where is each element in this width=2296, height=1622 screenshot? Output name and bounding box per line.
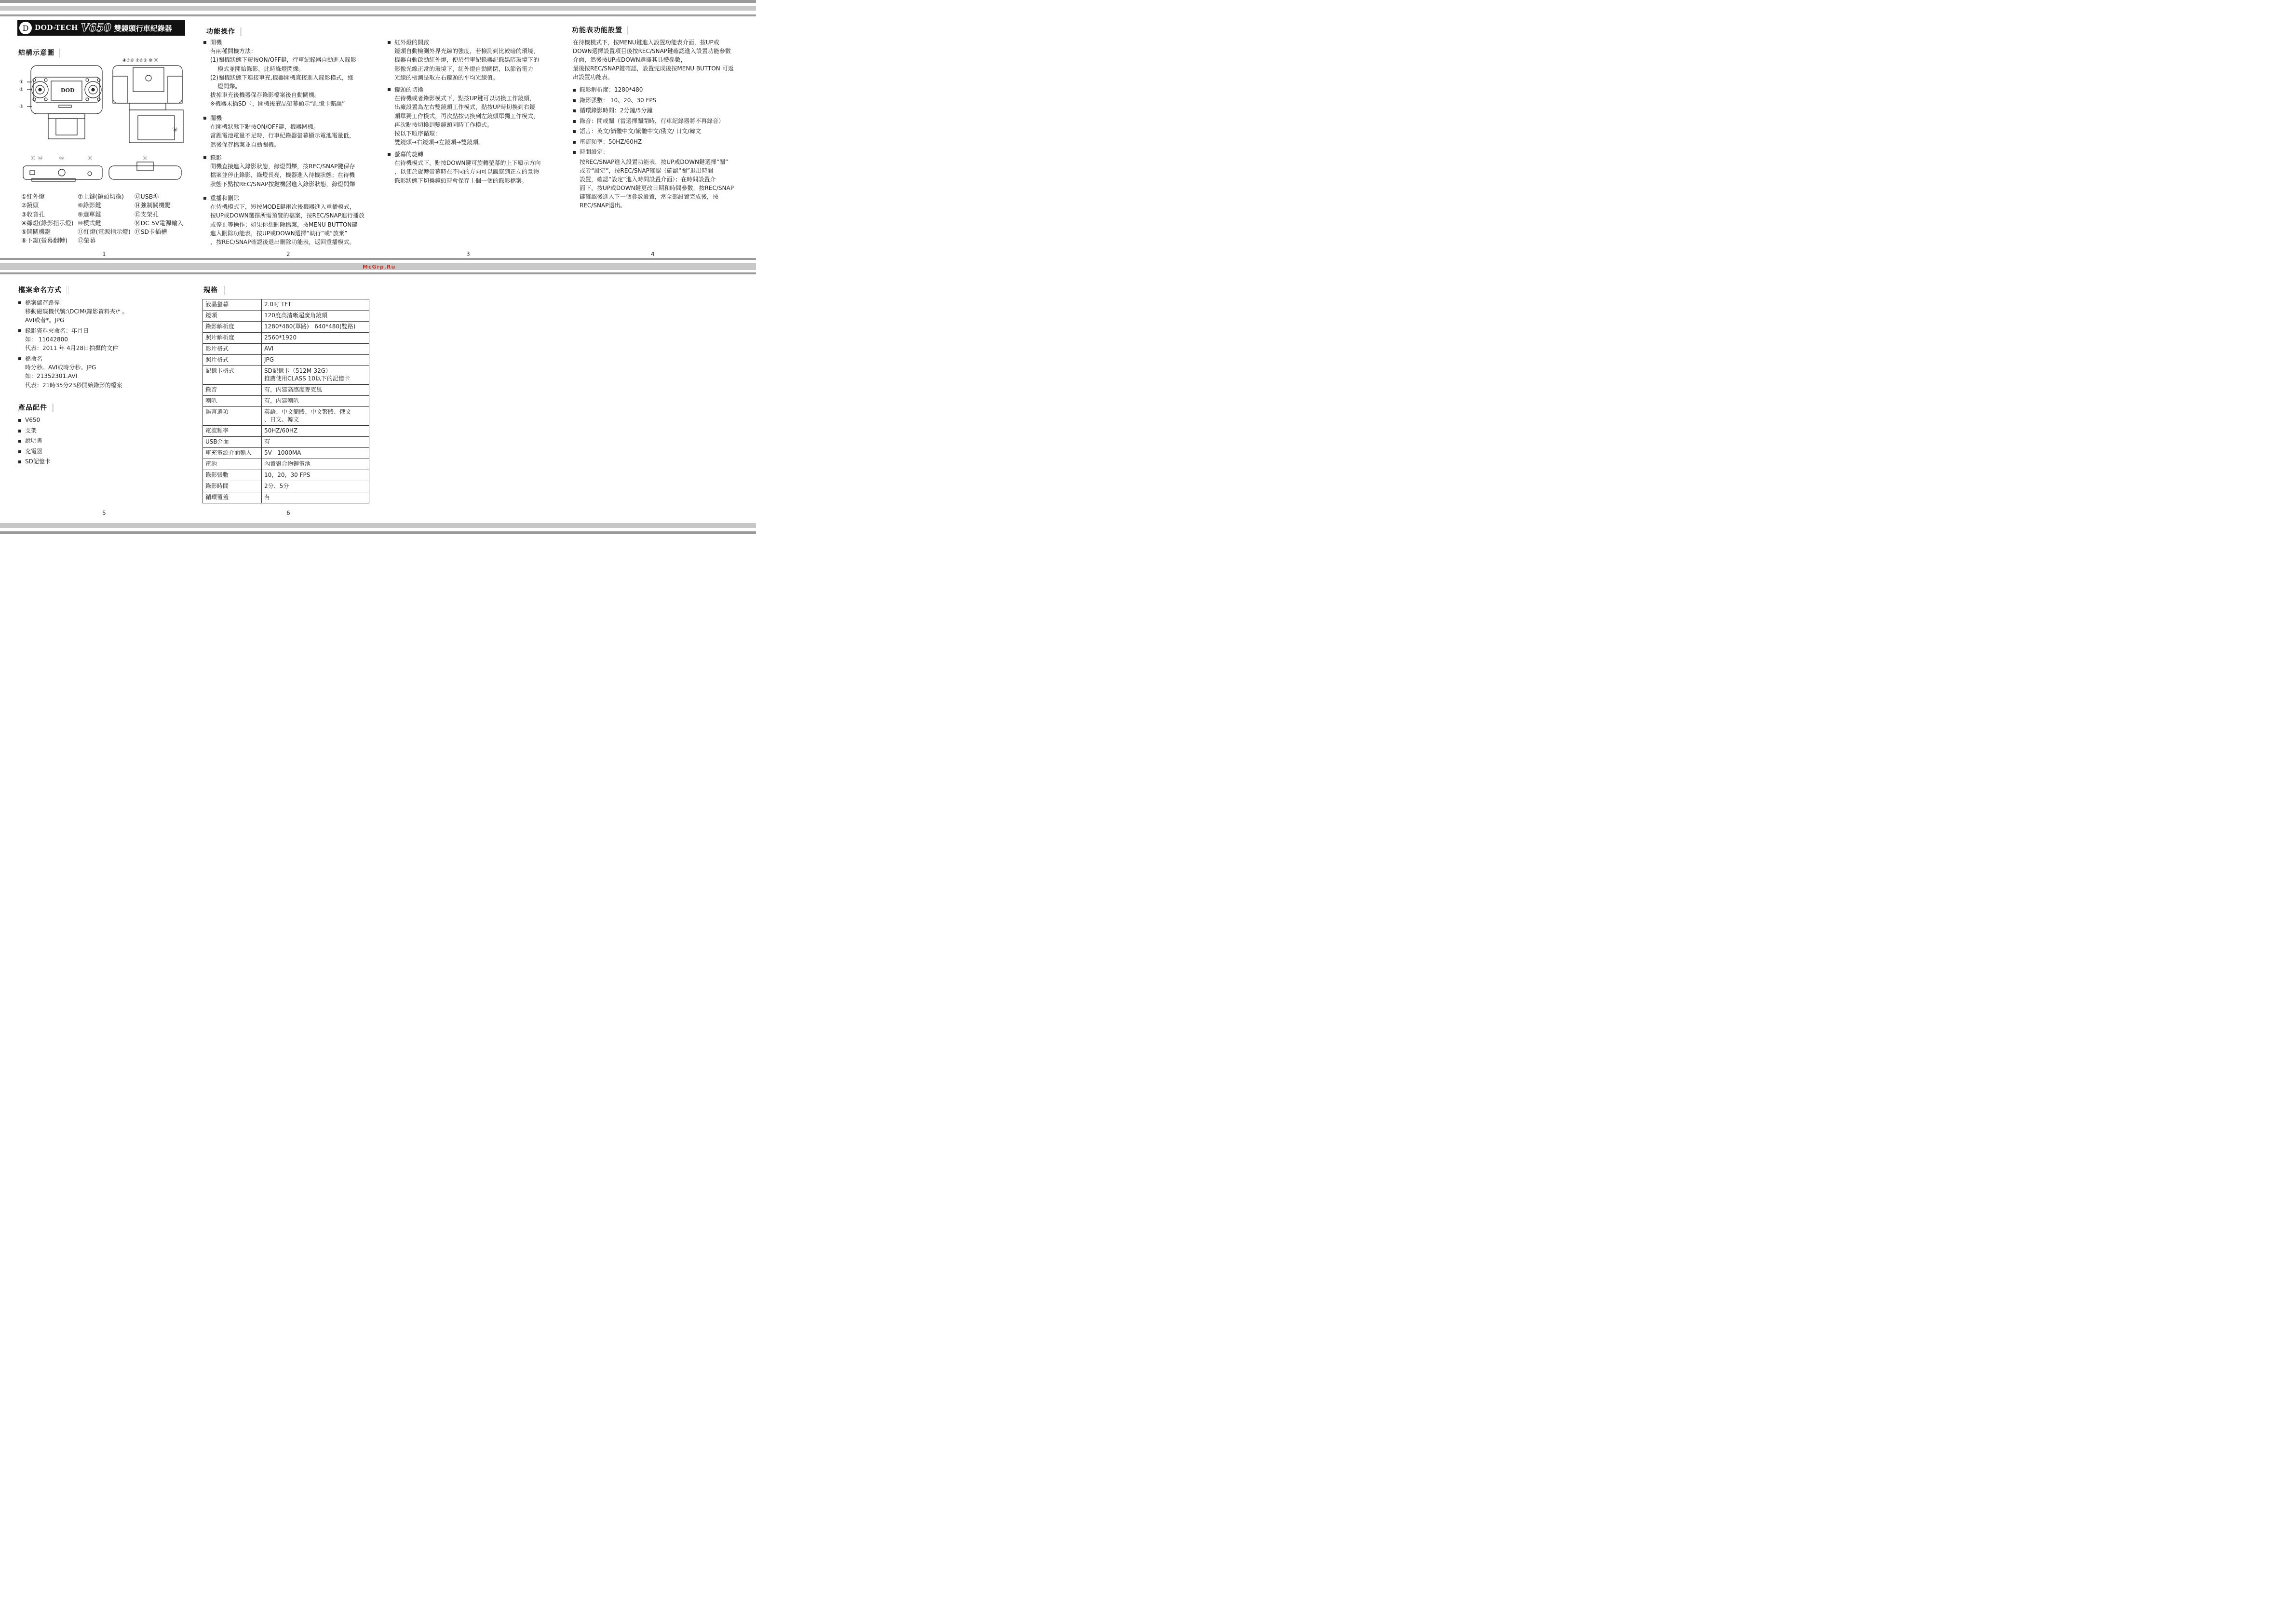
op-item-record: 錄影 開機直接進入錄影狀態，綠燈閃爍，按REC/SNAP鍵保存 檔案並停止錄影，綠燈長亮，機器進入待機狀態；在待機 狀態下點按REC/SNAP按鍵機器進入錄影狀態，綠燈閃爍: [203, 153, 377, 189]
spec-label: 鏡頭: [203, 311, 262, 322]
spec-row: [203, 407, 369, 426]
spec-value: 2560*1920: [262, 333, 369, 344]
spec-row: [203, 426, 369, 437]
part-label: ④綠燈(錄影指示燈): [21, 219, 74, 227]
menu-intro: 在待機模式下，按MENU鍵進入設置功能表介面，按UP或 DOWN選擇設置項目後按REC/SNAP鍵確認進入設置功能參數 介面，然後按UP或DOWN選擇其具體參數， 最後按REC/SNAP鍵確認，設置完成後按MENU BUTTON 可返 出設置功能表。: [573, 39, 734, 81]
op-item-infrared: 紅外燈的開啟 鏡頭自動檢測外界光線的強度，若檢測到比較暗的環境， 機器自動啟動紅外燈，便於行車紀錄器記錄黑暗環境下的 影像光線正常的環境下，紅外燈自動關閉，以節省電力 光線的檢測是取左右鏡頭的平均光線值。: [388, 38, 561, 82]
spec-row: [203, 322, 369, 333]
spec-label: 電流頻率: [203, 426, 262, 437]
callout-top: ④⑤⑥ ⑦⑧⑨ ⑩ ⑪: [122, 58, 159, 63]
spec-label: 電池: [203, 459, 262, 470]
page-number: 1: [102, 251, 106, 257]
brand-name: DOD-TECH: [35, 24, 78, 32]
naming-item-path: 檔案儲存路徑 移動磁碟機代號:\DCIM\錄影資料夾\* 。 AVI或者*。JPG: [18, 298, 192, 325]
part-label: ⑧錄影鍵: [78, 202, 101, 209]
menu-bullet: 錄影解析度：1280*480: [573, 85, 746, 95]
callout-front-2: ②: [19, 87, 24, 93]
spec-value: 英語、中文簡體、中文繁體、俄文 、日文、韓文: [262, 407, 369, 426]
callout-bottom-14: ⑭: [38, 156, 43, 161]
callout-bottom-13: ⑬: [31, 156, 36, 161]
accessory-item: V650: [18, 415, 115, 426]
spec-label: 錄影解析度: [203, 322, 262, 333]
part-label: ⑯DC 5V電源輸入: [135, 219, 184, 227]
part-label: ⑫螢幕: [78, 237, 96, 244]
parts-col-2: [78, 192, 131, 245]
menu-bullet: 錄影張數： 10、20、30 FPS: [573, 95, 746, 106]
spec-label: 液晶螢幕: [203, 299, 262, 311]
part-label: ⑥下鍵(螢幕翻轉): [21, 237, 68, 244]
spec-value: 1280*480(單路) 640*480(雙路): [262, 322, 369, 333]
part-label: ①紅外燈: [21, 193, 45, 200]
spec-label: 影片格式: [203, 344, 262, 355]
part-label: ⑭強制關機鍵: [135, 202, 171, 209]
spec-value: 有: [262, 492, 369, 503]
accessory-item: 充電器: [18, 446, 115, 457]
spec-label: USB介面: [203, 437, 262, 448]
part-label: ⑩模式鍵: [78, 219, 101, 227]
spec-value: 有，內建喇叭: [262, 396, 369, 407]
part-label: ③收音孔: [21, 210, 45, 218]
menu-bullet-time: 時間設定：: [573, 147, 746, 158]
spec-row: [203, 355, 369, 366]
part-label: ⑮支架孔: [135, 210, 159, 218]
spec-row: [203, 396, 369, 407]
part-label: ⑰SD卡插槽: [135, 228, 167, 236]
device-front-view: [27, 66, 102, 139]
accessory-item: SD記憶卡: [18, 457, 115, 467]
spec-label: 照片解析度: [203, 333, 262, 344]
spec-label: 車充電源介面輸入: [203, 448, 262, 459]
part-label: ②鏡頭: [21, 202, 39, 209]
bottom-stripe-1: [0, 523, 756, 528]
spec-row: [203, 459, 369, 470]
parts-col-1: [21, 192, 73, 245]
structure-title: 結構示意圖: [18, 49, 61, 57]
naming-item-file: 檔命名 時分秒。AVI或時分秒。JPG 如：21352301.AVI 代表：21時35分23秒開始錄影的檔案: [18, 354, 192, 390]
bottom-stripe-2: [0, 531, 756, 534]
top-stripe-1: [0, 0, 756, 3]
spec-label: 喇叭: [203, 396, 262, 407]
callout-screen: ⑫: [173, 127, 177, 133]
spec-value: 120度高清晰超廣角鏡頭: [262, 311, 369, 322]
spec-row: [203, 448, 369, 459]
page-number: 5: [102, 510, 106, 516]
parts-col-3: [135, 192, 183, 236]
callout-bottom-17: ⑰: [143, 156, 148, 161]
spec-value: AVI: [262, 344, 369, 355]
mid-stripe-3: [0, 272, 756, 274]
spec-title: 規格: [203, 286, 225, 295]
svg-text:DOD: DOD: [61, 87, 75, 94]
part-label: ⑤開關機鍵: [21, 228, 51, 236]
callout-front-3: ③: [19, 104, 24, 109]
spec-value: JPG: [262, 355, 369, 366]
spec-label: 照片格式: [203, 355, 262, 366]
op-item-power-off: 關機 在開機狀態下點按ON/OFF鍵，機器關機。 當鋰電池電量不足時，行車紀錄器螢幕顯示電池電量低， 然後保存檔案並自動關機。: [203, 114, 377, 149]
spec-value: 2.0吋 TFT: [262, 299, 369, 311]
menu-bullet: 循環錄影時間：2分鐘/5分鐘: [573, 106, 746, 116]
device-bottom-view: [23, 162, 181, 181]
naming-item-folder: 錄影資料夾命名：年月日 如： 11042800 代表：2011 年 4月28日拍攝的文件: [18, 326, 192, 353]
menu-title: 功能表功能設置: [572, 26, 629, 35]
spec-row: [203, 492, 369, 503]
op-item-lens-switch: 鏡頭的切換 在待機或者錄影模式下，點按UP鍵可以切換工作鏡頭， 出廠設置為左右雙鏡頭工作模式，點按UP時切換到右鏡 頭單獨工作模式，再次點按切換到左鏡頭單獨工作模式， 再次點按切換到雙鏡頭同時工作模式。 按以下順序循環： 雙鏡頭→右鏡頭→左鏡頭→雙鏡頭。: [388, 85, 561, 147]
spec-label: 錄影時間: [203, 481, 262, 492]
spec-row: [203, 385, 369, 396]
menu-bullet: 電流頻率：50HZ/60HZ: [573, 137, 746, 148]
spec-label: 記憶卡格式: [203, 366, 262, 385]
op-item-playback-delete: 重播和刪除 在待機模式下，短按MODE鍵兩次後機器進入重播模式， 按UP或DOWN選擇所需預覽的檔案，按REC/SNAP進行播放 或停止等操作；如果你想刪除檔案，按MENU BUTTON鍵 進入刪除功能表，按UP或DOWN選擇“執行”或“放棄” ，按REC/SNAP確認後退出刪除功能表，返回重播模式。: [203, 194, 377, 246]
part-label: ⑪紅燈(電源指示燈): [78, 228, 131, 236]
menu-bullet: 錄音：開或關（當選擇關閉時，行車紀錄器將不再錄音）: [573, 116, 746, 127]
accessory-item: 說明書: [18, 436, 115, 446]
top-stripe-3: [0, 14, 756, 16]
operation-title: 功能操作: [206, 27, 242, 36]
accessories-list: [18, 415, 115, 467]
spec-row: [203, 299, 369, 311]
page-number: 3: [466, 251, 470, 257]
spec-row: [203, 481, 369, 492]
spec-row: [203, 437, 369, 448]
top-stripe-2: [0, 6, 756, 11]
spec-value: 有，內建高感度麥克風: [262, 385, 369, 396]
spec-value: 內置聚合物鋰電池: [262, 459, 369, 470]
spec-label: 錄影張數: [203, 470, 262, 481]
brand-logo: D: [19, 22, 32, 34]
callout-bottom-16: ⑯: [88, 156, 93, 161]
spec-row: [203, 333, 369, 344]
spec-row: [203, 311, 369, 322]
naming-title: 檔案命名方式: [18, 286, 68, 295]
spec-value: 有: [262, 437, 369, 448]
part-label: ⑬USB埠: [135, 193, 159, 200]
callout-front-1: ①: [19, 80, 24, 85]
part-label: ⑦上鍵(鏡頭切換): [78, 193, 124, 200]
brand-model: V650: [81, 22, 111, 34]
spec-value: 10，20，30 FPS: [262, 470, 369, 481]
spec-label: 錄音: [203, 385, 262, 396]
page-number: 2: [286, 251, 290, 257]
brand-header: [17, 20, 185, 36]
spec-value: 5V 1000MA: [262, 448, 369, 459]
mid-stripe-1: [0, 258, 756, 260]
spec-row: [203, 470, 369, 481]
spec-label: 循環覆蓋: [203, 492, 262, 503]
site-watermark: McGrp.Ru: [363, 264, 396, 270]
op-item-screen-rotate: 螢幕的旋轉 在待機模式下，點按DOWN鍵可旋轉螢幕的上下顯示方向 ，以便於旋轉螢幕時在不同的方向可以觀察到正立的景物 錄影狀態下切換鏡頭時會保存上個一個的錄影檔案。: [388, 150, 561, 185]
op-item-power-on: 開機 有兩種開機方法： (1)關機狀態下短按ON/OFF鍵，行車紀錄器自動進入錄影 模式並開始錄影，此時綠燈閃爍。 (2)關機狀態下連接車充,機器開機直接進入錄影模式，綠 燈閃爍。 拔掉車充後機器保存錄影檔案後自動關機。 ※機器未插SD卡，開機後液晶螢幕顯示“記憶卡錯誤”: [203, 38, 377, 108]
page-number: 6: [286, 510, 290, 516]
spec-label: 語言選項: [203, 407, 262, 426]
menu-bullets: [573, 85, 746, 210]
spec-value: 50HZ/60HZ: [262, 426, 369, 437]
page-number: 4: [651, 251, 655, 257]
spec-row: [203, 344, 369, 355]
spec-value: SD記憶卡（512M-32G） 推薦使用CLASS 10以下的記憶卡: [262, 366, 369, 385]
spec-row: [203, 366, 369, 385]
brand-subtitle: 雙鏡頭行車紀錄器: [114, 24, 172, 33]
accessories-title: 產品配件: [18, 404, 54, 412]
menu-time-body: 按REC/SNAP進入設置功能表，按UP或DOWN鍵選擇“關” 或者“設定”，按REC/SNAP確認（確認“關”退出時間 設置，確認“設定”進入時間設置介面）；在時間設置介 面下，按UP或DOWN鍵更改日期和時間參數，按REC/SNAP 鍵確認後進入下一個參數設置，當全部設置完成後，按 REC/SNAP退出。: [580, 158, 734, 209]
part-label: ⑨選單鍵: [78, 210, 101, 218]
accessory-item: 支架: [18, 426, 115, 436]
spec-value: 2分、5分: [262, 481, 369, 492]
callout-bottom-15: ⑮: [59, 156, 64, 161]
spec-table: [203, 299, 369, 503]
menu-bullet: 語言：英文/簡體中文/繁體中文/俄文/ 日文/韓文: [573, 126, 746, 137]
device-diagram: [17, 57, 186, 187]
